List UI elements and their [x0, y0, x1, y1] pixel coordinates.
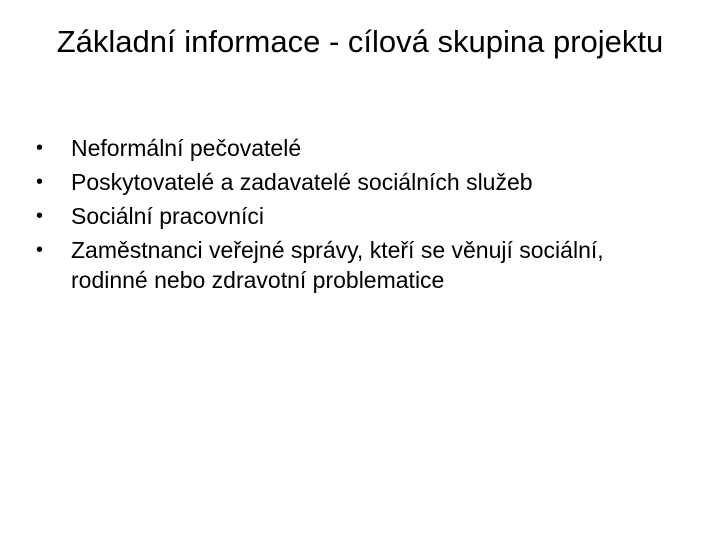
bullet-item: [36, 133, 684, 163]
bullet-icon: •: [36, 137, 44, 159]
bullet-icon: •: [36, 171, 44, 193]
bullet-item: [36, 201, 684, 231]
slide-title: Základní informace - cílová skupina projektu: [56, 24, 664, 59]
bullet-icon: •: [36, 205, 44, 227]
bullet-text: Sociální pracovníci: [71, 203, 265, 229]
bullet-text: Neformální pečovatelé: [71, 135, 302, 161]
bullet-list: [36, 133, 684, 299]
bullet-icon: •: [36, 239, 44, 261]
bullet-item: [36, 167, 684, 197]
bullet-text: Zaměstnanci veřejné správy, kteří se věnují sociální, rodinné nebo zdravotní problematice: [71, 237, 604, 293]
bullet-item: [36, 235, 684, 295]
bullet-text: Poskytovatelé a zadavatelé sociálních služeb: [71, 169, 533, 195]
